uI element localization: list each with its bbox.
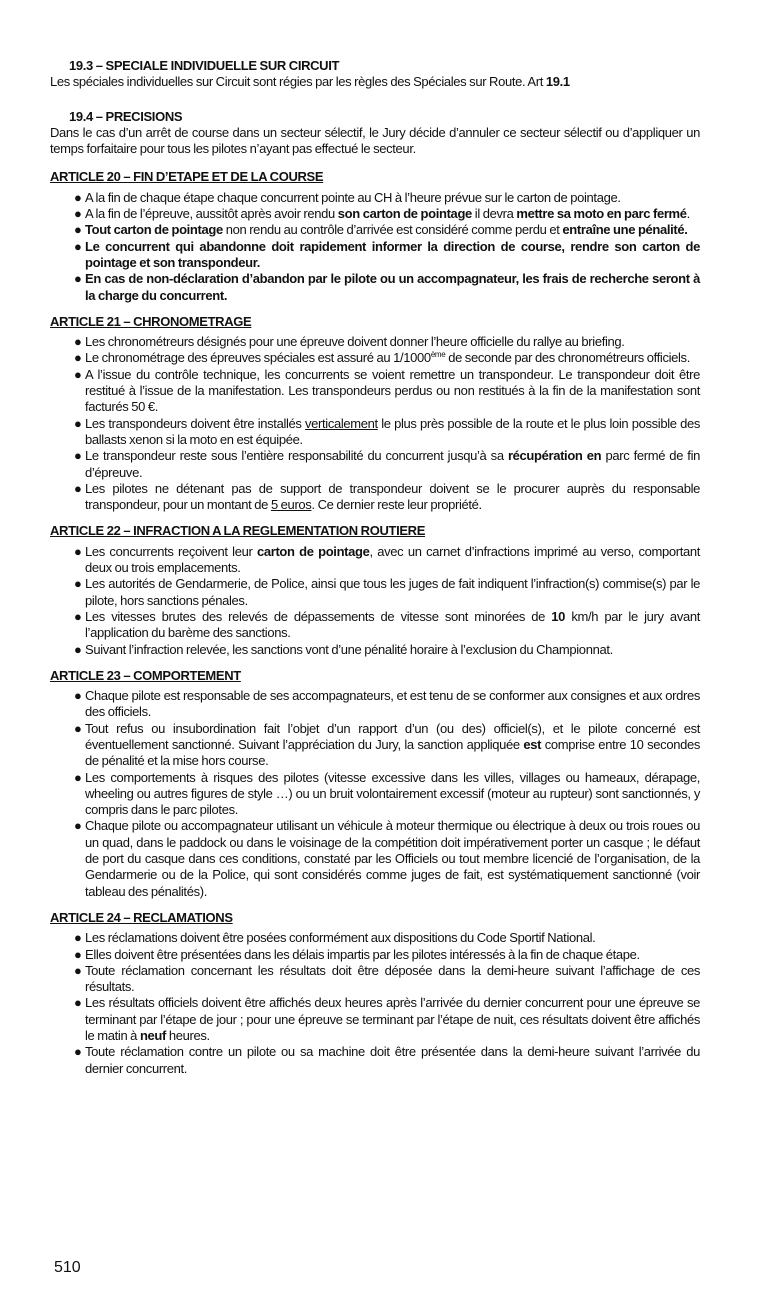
list-item: ● Les autorités de Gendarmerie, de Police, ainsi que tous les juges de fait indiquent l’infraction(s) commise(s) par le pilote, hors sanctions pénales.	[74, 576, 700, 608]
list-item: ● Les résultats officiels doivent être affichés deux heures après l’arrivée du dernier concurrent pour une épreuve se terminant par l’étape de jour ; pour une épreuve se terminant par l’étape de nuit, ces résultats doivent être affichés le matin à neuf heures.	[74, 995, 700, 1044]
list-item: ● Les pilotes ne détenant pas de support de transpondeur doivent se le procurer auprès du responsable transpondeur, pour un montant de 5 euros. Ce dernier reste leur propriété.	[74, 480, 700, 513]
bullet-icon: ●	[74, 818, 82, 834]
list-item: ● Les réclamations doivent être posées conformément aux dispositions du Code Sportif National.	[74, 930, 596, 946]
bullet-icon: ●	[74, 448, 82, 464]
list-item: ● Tout carton de pointage non rendu au contrôle d’arrivée est considéré comme perdu et entraîne une pénalité.	[74, 222, 688, 238]
bullet-icon: ●	[74, 995, 82, 1011]
section-19-3-text: Les spéciales individuelles sur Circuit sont régies par les règles des Spéciales sur Route. Art 19.1	[50, 74, 570, 90]
list-item: ● Les comportements à risques des pilotes (vitesse excessive dans les villes, villages ou hameaux, dérapage, wheeling ou autres figures de style …) ou un bruit volontairement excessif (moteur au rupteur) sont sanctionnés, y compris dans le parc pilotes.	[74, 769, 700, 818]
article-24-title: ARTICLE 24 – RECLAMATIONS	[50, 909, 233, 925]
list-item: ● Le chronométrage des épreuves spéciales est assuré au 1/1000ème de seconde par des chronométreurs officiels.	[74, 350, 690, 366]
bullet-icon: ●	[74, 334, 82, 350]
list-item: ● Suivant l’infraction relevée, les sanctions vont d’une pénalité horaire à l’exclusion du Championnat.	[74, 641, 613, 657]
bullet-icon: ●	[74, 543, 82, 559]
article-24-list	[50, 930, 700, 1077]
list-item: ● Toute réclamation concernant les résultats doit être déposée dans la demi-heure suivant l’affichage de ces résultats.	[74, 962, 700, 995]
bullet-icon: ●	[74, 366, 82, 382]
list-item: ● Chaque pilote ou accompagnateur utilisant un véhicule à moteur thermique ou électrique à deux ou trois roues ou un quad, dans le paddock ou dans le voisinage de la compétition doit impérativement porter un casque ; le défaut de port du casque dans ces conditions, constaté par les Officiels ou tout membre licencié de l’organisation, de la Gendarmerie ou de la Police, qui sont considérés comme juges de fait, est systématiquement sanctionné (voir tableau des pénalités).	[74, 818, 700, 899]
list-item: ● A la fin de chaque étape chaque concurrent pointe au CH à l’heure prévue sur le carton de pointage.	[74, 189, 621, 205]
bullet-icon: ●	[74, 222, 82, 238]
article-20-title: ARTICLE 20 – FIN D’ETAPE ET DE LA COURSE	[50, 169, 324, 185]
section-19-3-title: 19.3 – SPECIALE INDIVIDUELLE SUR CIRCUIT	[69, 58, 340, 73]
bullet-icon: ●	[74, 1044, 82, 1060]
bullet-icon: ●	[74, 688, 82, 704]
list-item: ● Le transpondeur reste sous l’entière responsabilité du concurrent jusqu’à sa récupération en parc fermé de fin d’épreuve.	[74, 448, 700, 480]
list-item: ● A la fin de l’épreuve, aussitôt après avoir rendu son carton de pointage il devra mettre sa moto en parc fermé.	[74, 206, 690, 222]
bullet-icon: ●	[74, 576, 82, 592]
article-21-list	[50, 334, 700, 513]
bullet-icon: ●	[74, 641, 82, 657]
list-item: ● A l’issue du contrôle technique, les concurrents se voient remettre un transpondeur. Le transpondeur doit être restitué à l’issue de la manifestation. Les transpondeurs perdus ou non restitués à la fin de la manifestation sont facturés 50 €.	[74, 366, 700, 415]
article-23-title: ARTICLE 23 – COMPORTEMENT	[50, 667, 241, 683]
list-item: ● En cas de non-déclaration d’abandon par le pilote ou un accompagnateur, les frais de recherche seront à la charge du concurrent.	[74, 271, 700, 303]
list-item: ● Les chronométreurs désignés pour une épreuve doivent donner l’heure officielle du rallye au briefing.	[74, 334, 625, 350]
article-22-title: ARTICLE 22 – INFRACTION A LA REGLEMENTATION ROUTIERE	[50, 523, 426, 539]
bullet-icon: ●	[74, 415, 82, 431]
list-item: ● Les transpondeurs doivent être installés verticalement le plus près possible de la route et le plus loin possible des ballasts xenon si la moto en est équipée.	[74, 415, 700, 447]
list-item: ● Les concurrents reçoivent leur carton de pointage, avec un carnet d’infractions imprimé au verso, comportant deux ou trois emplacements.	[74, 543, 700, 576]
bullet-icon: ●	[74, 350, 82, 366]
bullet-icon: ●	[74, 930, 82, 946]
list-item: ● Tout refus ou insubordination fait l’objet d’un rapport d’un (ou des) officiel(s), et le pilote concerné est éventuellement sanctionné. Suivant l’appréciation du Jury, la sanction appliquée est comprise entre 10 secondes de pénalité et la mise hors course.	[74, 720, 700, 769]
list-item: ● Le concurrent qui abandonne doit rapidement informer la direction de course, rendre son carton de pointage et son transpondeur.	[74, 238, 700, 270]
bullet-icon: ●	[74, 608, 82, 624]
section-19-4-text: Dans le cas d’un arrêt de course dans un secteur sélectif, le Jury décide d’annuler ce secteur sélectif ou d’appliquer un temps forfaitaire pour tous les pilotes n’ayant pas effectué le secteur.	[50, 124, 700, 157]
article-23-list	[50, 688, 700, 900]
bullet-icon: ●	[74, 206, 82, 222]
bullet-icon: ●	[74, 480, 82, 496]
bullet-icon: ●	[74, 189, 82, 205]
section-19-4-title: 19.4 – PRECISIONS	[69, 108, 183, 124]
bullet-icon: ●	[74, 238, 82, 254]
article-22-list	[50, 544, 700, 658]
bullet-icon: ●	[74, 769, 82, 785]
list-item: ● Chaque pilote est responsable de ses accompagnateurs, et est tenu de se conformer aux consignes et aux ordres des officiels.	[74, 688, 700, 720]
list-item: ● Toute réclamation contre un pilote ou sa machine doit être présentée dans la demi-heure suivant l’arrivée du dernier concurrent.	[74, 1044, 700, 1076]
bullet-icon: ●	[74, 720, 82, 736]
bullet-icon: ●	[74, 271, 82, 287]
bullet-icon: ●	[74, 962, 82, 978]
article-21-title: ARTICLE 21 – CHRONOMETRAGE	[50, 313, 252, 329]
page-number: 510	[54, 1259, 81, 1276]
list-item: ● Les vitesses brutes des relevés de dépassements de vitesse sont minorées de 10 km/h par le jury avant l’application du barème des sanctions.	[74, 608, 700, 641]
bullet-icon: ●	[74, 946, 82, 962]
article-20-list	[50, 190, 700, 304]
list-item: ● Elles doivent être présentées dans les délais impartis par les pilotes intéressés à la fin de chaque étape.	[74, 946, 640, 962]
document-page	[50, 58, 700, 1077]
